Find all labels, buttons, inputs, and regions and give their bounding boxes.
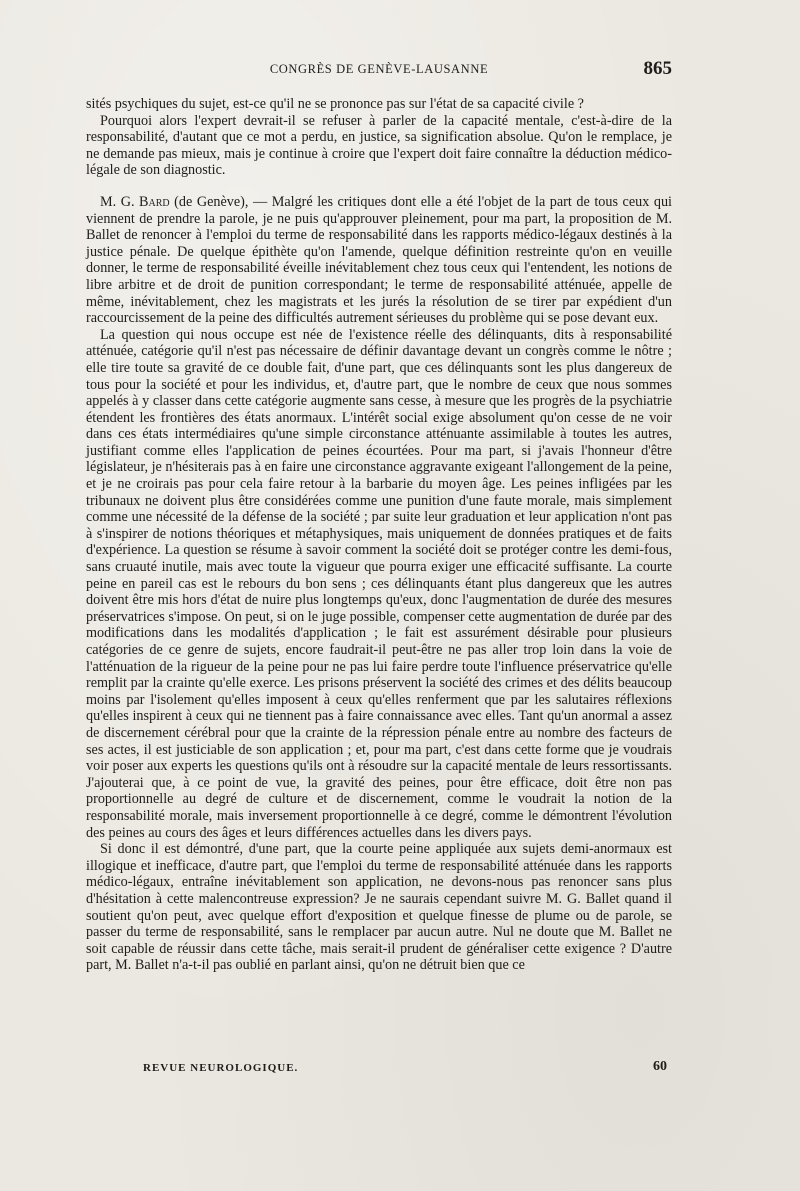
signature-number: 60 [653, 1059, 667, 1074]
page-number: 865 [643, 58, 672, 79]
page-footer [143, 1059, 667, 1077]
speaker-name: M. G. Bard [100, 193, 170, 210]
paragraph: sités psychiques du sujet, est-ce qu'il ne se prononce pas sur l'état de sa capacité civile ? [86, 96, 584, 112]
journal-title: REVUE NEUROLOGIQUE. [143, 1062, 299, 1074]
paragraph: La question qui nous occupe est née de l'existence réelle des délinquants, dits à responsabilité atténuée, catégorie qu'il n'est pas nécessaire de définir davantage devant un congrès comme le nôtre ; elle tire toute sa gravité de ce double fait, d'une part, que ces délinquants sont les plus dangereux de tous pour la société et pour les individus, et, d'autre part, que le nombre de ceux que nous sommes appelés à y classer dans cette catégorie augmente sans cesse, à mesure que les progrès de la psychiatrie étendent les frontières des états anormaux. L'intérêt social exige absolument qu'on cesse de ne voir dans ces états intermédiaires qu'une simple circonstance atténuante assimilable à toutes les autres, justifiant comme elles l'application de peines écourtées. Pour ma part, si j'avais l'honneur d'être législateur, je n'hésiterais pas à en faire une circonstance aggravante exigeant l'allongement de la peine, et je ne croirais pas pour cela faire retour à la barbarie du moyen âge. Les peines infligées par les tribunaux ne doivent plus être considérées comme une punition d'une faute morale, mais simplement comme une nécessité de la défense de la société ; par suite leur graduation et leur application n'ont pas à s'inspirer de notions théoriques et métaphysiques, mais uniquement de données pratiques et de faits d'expérience. La question se résume à savoir comment la société doit se protéger contre les demi-fous, sans cruauté inutile, mais avec toute la vigueur que pourra exiger une efficacité suffisante. La courte peine en pareil cas est le rebours du bon sens ; ces délinquants étant plus dangereux que les autres doivent être mis hors d'état de nuire plus longtemps qu'eux, donc l'augmentation de durée des mesures préservatrices s'impose. On peut, si on le juge possible, compenser cette augmentation de durée par des modifications dans les modalités d'application ; le fait est assurément désirable pour plusieurs catégories de ce genre de sujets, encore faudrait-il peut-être ne pas aller trop loin dans la voie de l'atténuation de la rigueur de la peine pour ne pas lui faire perdre toute l'influence préservatrice qu'elle remplit par la crainte qu'elle exerce. Les prisons préservent la société des crimes et des délits beaucoup moins par l'isolement qu'elles imposent à ceux qu'elles renferment que par les salutaires réflexions qu'elles inspirent à ceux qui ne tiennent pas à faire connaissance avec elles. Tant qu'un anormal a assez de discernement cérébral pour que la crainte de la répression pénale entre au nombre des facteurs de ses actes, il est justiciable de son application ; et, pour ma part, c'est dans cette forme que je voudrais voir poser aux experts les questions qu'ils ont à résoudre sur la capacité mentale de leurs ressortissants. J'ajouterai que, à ce point de vue, la gravité des peines, pour être efficace, doit être non pas proportionnelle au degré de culture et de discernement, comme le voudrait la notion de la responsabilité morale, mais inversement proportionnelle à ce degré, comme le démontrent l'évolution des peines au cours des âges et leurs différences actuelles dans les divers pays. [86, 326, 672, 841]
paragraph: Si donc il est démontré, d'une part, que la courte peine appliquée aux sujets demi-anormaux est illogique et inefficace, d'autre part, que l'emploi du terme de responsabilité atténuée dans les rapports médico-légaux, entraîne inévitablement son application, ne devons-nous pas renoncer sans plus d'hésitation à cette malencontreuse expression? Je ne saurais cependant suivre M. G. Ballet quand il soutient qu'on peut, avec quelque effort d'exposition et quelque finesse de plume ou de parole, se passer du terme de responsabilité, sans le remplacer par aucun autre. Nul ne doute que M. Ballet ne soit capable de réussir dans cette tâche, mais serait-il prudent de généraliser cette exigence ? D'autre part, M. Ballet n'a-t-il pas oublié en parlant ainsi, qu'on ne détruit bien que ce [86, 841, 672, 974]
running-title: CONGRÈS DE GENÈVE-LAUSANNE [269, 62, 489, 76]
page-header [86, 58, 672, 82]
body-text [86, 96, 672, 974]
paragraph: Pourquoi alors l'expert devrait-il se refuser à parler de la capacité mentale, c'est-à-dire de la responsabilité, d'autant que ce mot a perdu, en justice, sa signification absolue. Qu'on le remplace, je ne demande pas mieux, mais je continue à croire que l'expert doit faire connaître la déduction médico-légale de son diagnostic. [86, 112, 672, 179]
paragraph-text: (de Genève), — Malgré les critiques dont elle a été l'objet de la part de tous ceux qui viennent de prendre la parole, je ne puis qu'approuver pleinement, pour ma part, la proposition de M. Ballet de renoncer à l'emploi du terme de responsabilité dans les rapports médico-légaux destinés à la justice pénale. De quelque épithète qu'on l'amende, quelque définition restreinte qu'on en veuille donner, le terme de responsabilité éveille inévitablement chez tous ceux qui l'entendent, les notions de libre arbitre et de droit de punition correspondant; le terme de responsabilité atténuée, appelle de même, inévitablement, chez les magistrats et les jurés la résolution de se tirer par expédient d'un raccourcissement de la peine des difficultés autrement sérieuses du problème qui se pose devant eux. [86, 193, 672, 327]
paragraph-bard [86, 194, 672, 327]
